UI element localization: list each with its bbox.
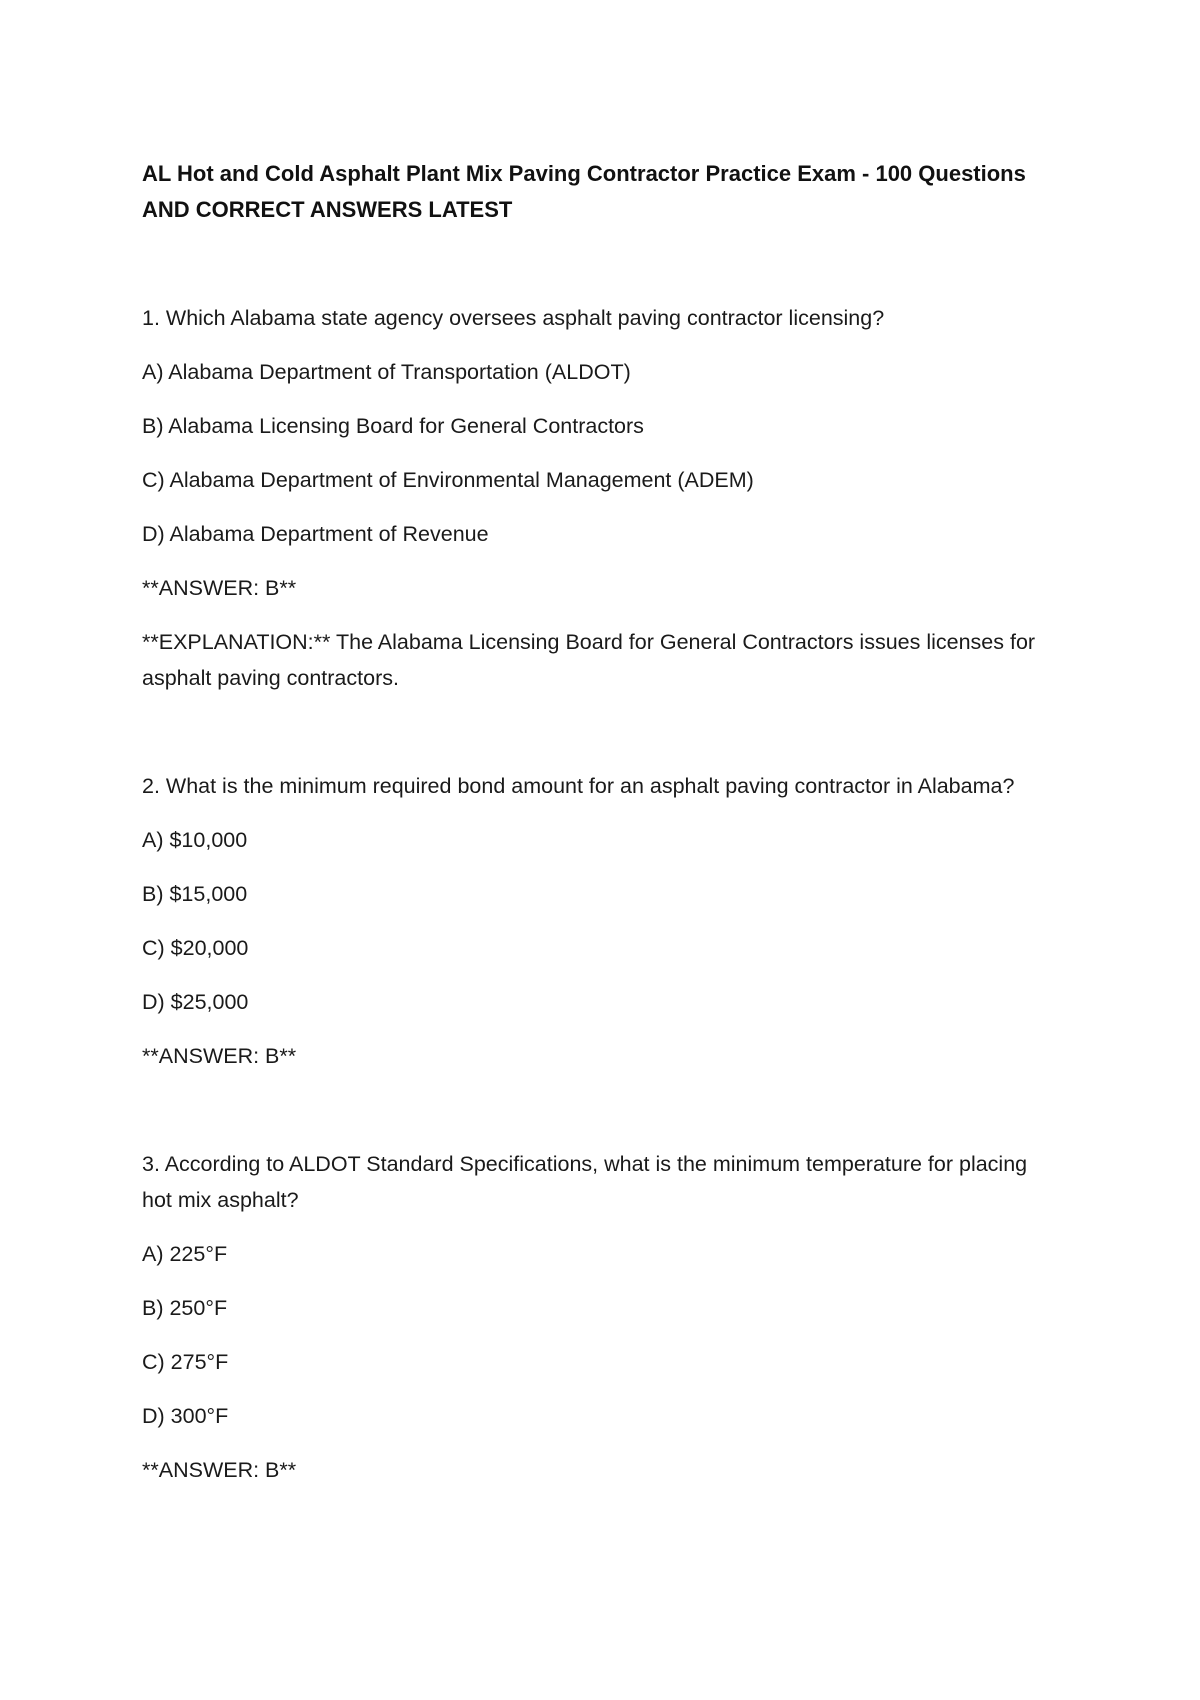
question-1 (142, 300, 1062, 696)
explanation: **EXPLANATION:** The Alabama Licensing Board for General Contractors issues licenses for asphalt paving contractors. (142, 630, 1036, 690)
option-c: C) Alabama Department of Environmental Management (ADEM) (142, 468, 754, 492)
question-3 (142, 1146, 1062, 1488)
question-text: 3. According to ALDOT Standard Specifications, what is the minimum temperature for placing hot mix asphalt? (142, 1152, 1028, 1212)
document-title: AL Hot and Cold Asphalt Plant Mix Paving Contractor Practice Exam - 100 Questions AND CORRECT ANSWERS LATEST (142, 161, 1026, 222)
answer: **ANSWER: B** (142, 1044, 297, 1068)
question-text: 2. What is the minimum required bond amount for an asphalt paving contractor in Alabama? (142, 774, 1015, 798)
option-d: D) $25,000 (142, 990, 249, 1014)
option-a: A) $10,000 (142, 828, 248, 852)
option-c: C) 275°F (142, 1350, 229, 1374)
question-text: 1. Which Alabama state agency oversees asphalt paving contractor licensing? (142, 306, 885, 330)
question-2 (142, 768, 1062, 1074)
answer: **ANSWER: B** (142, 576, 297, 600)
option-b: B) Alabama Licensing Board for General Contractors (142, 414, 644, 438)
option-d: D) Alabama Department of Revenue (142, 522, 489, 546)
option-d: D) 300°F (142, 1404, 229, 1428)
option-a: A) 225°F (142, 1242, 228, 1266)
document-page (142, 156, 1062, 1506)
option-b: B) $15,000 (142, 882, 248, 906)
option-b: B) 250°F (142, 1296, 228, 1320)
option-c: C) $20,000 (142, 936, 249, 960)
answer: **ANSWER: B** (142, 1458, 297, 1482)
option-a: A) Alabama Department of Transportation (ALDOT) (142, 360, 631, 384)
